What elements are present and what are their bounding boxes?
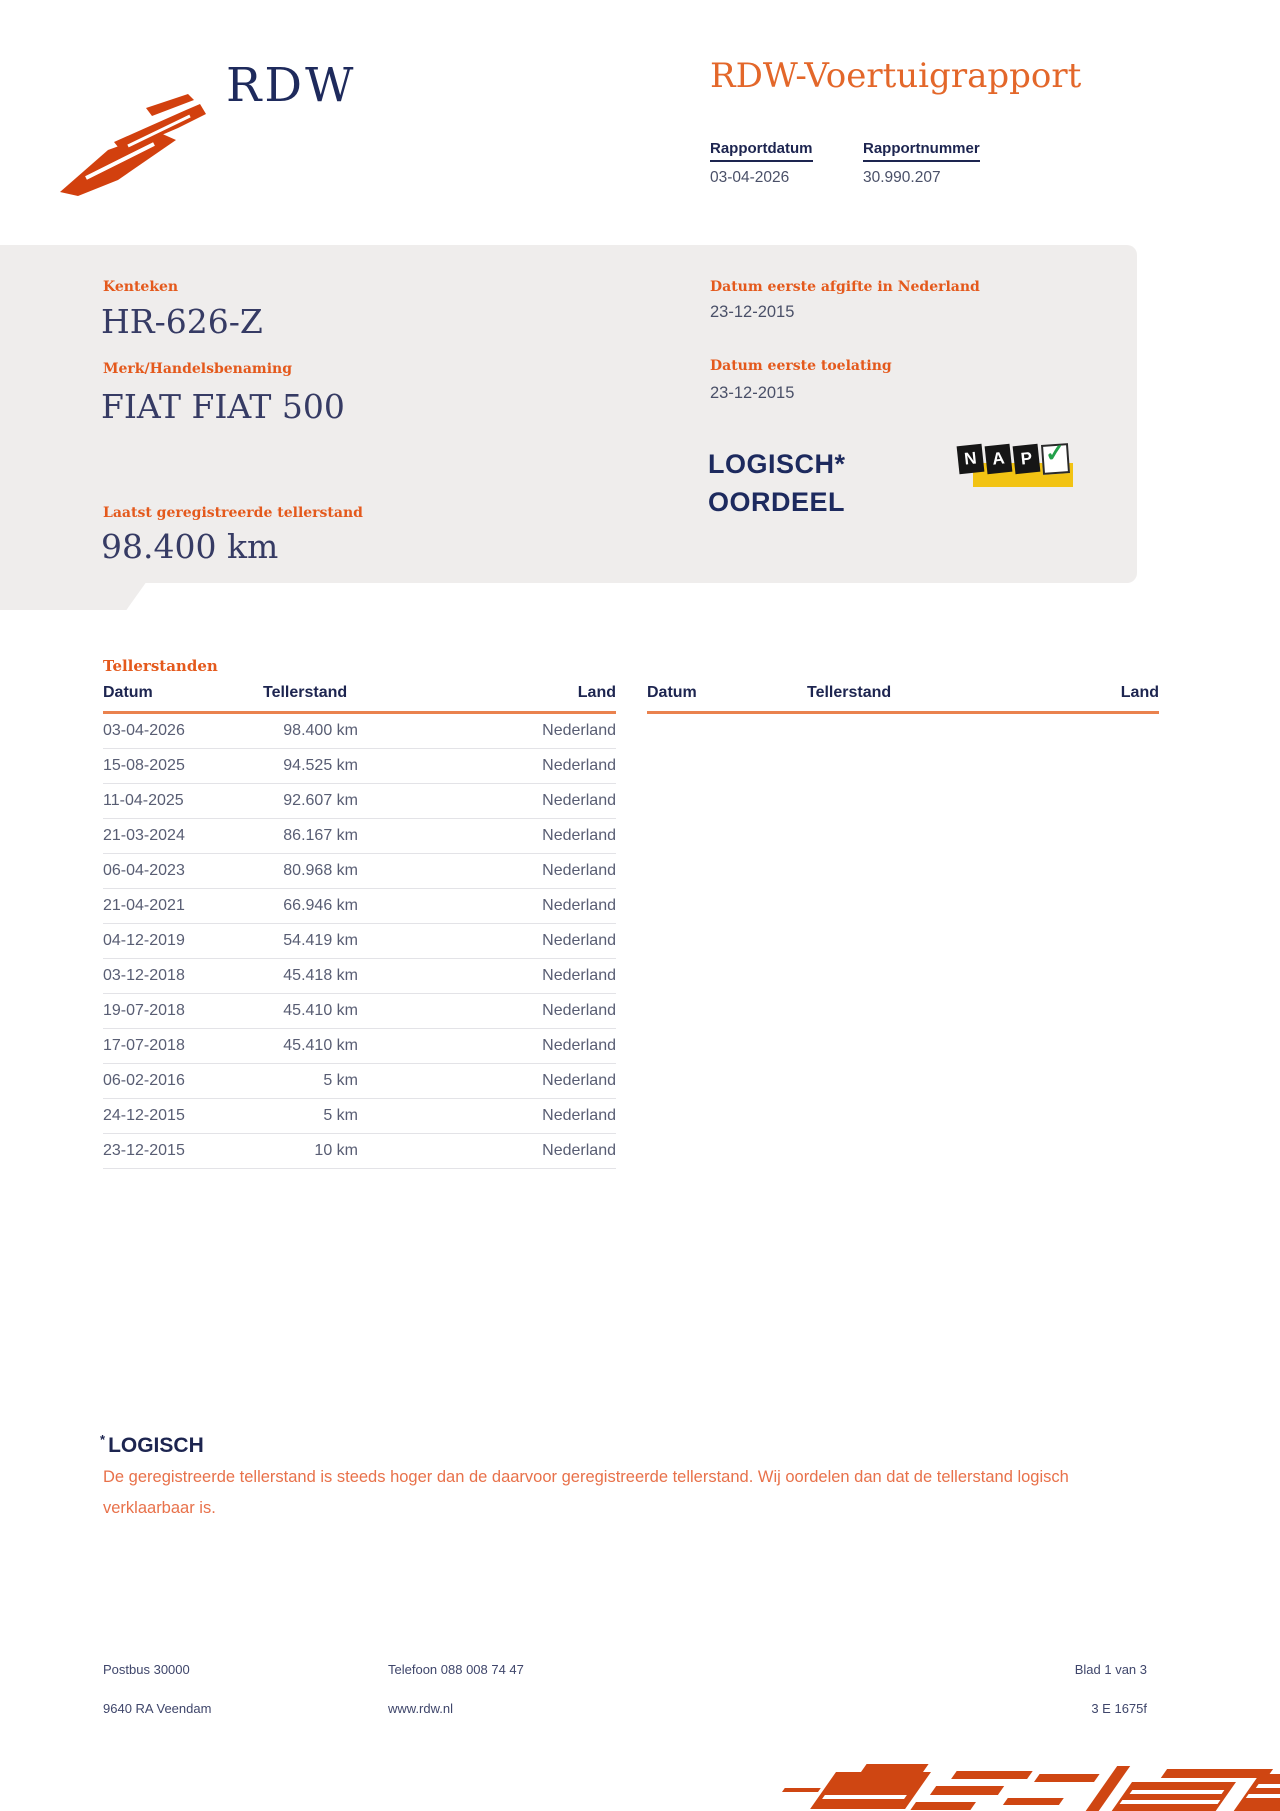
table-row [103, 854, 616, 889]
table-row [103, 1029, 616, 1064]
page-title: RDW-Voertuigrapport [710, 56, 1082, 96]
report-date-label: Rapportdatum [710, 140, 813, 162]
column-header-country: Land [577, 684, 616, 701]
first-issue-label: Datum eerste afgifte in Nederland [710, 279, 980, 295]
table-header-row [103, 684, 616, 714]
speed-stripes-icon [718, 1762, 1280, 1811]
row-country: Nederland [542, 1002, 616, 1019]
column-header-odometer: Tellerstand [807, 684, 892, 701]
row-date: 23-12-2015 [103, 1142, 185, 1159]
column-header-date: Datum [103, 684, 153, 701]
table-row [103, 924, 616, 959]
brand-value: FIAT FIAT 500 [101, 387, 345, 426]
report-number-value: 30.990.207 [863, 169, 941, 186]
vehicle-summary-panel-tab [0, 581, 147, 610]
table-row [103, 714, 616, 749]
report-date-block [710, 140, 813, 187]
odometer-table-left [103, 684, 616, 1169]
license-plate-label: Kenteken [103, 279, 179, 295]
row-date: 24-12-2015 [103, 1107, 185, 1124]
table-row [103, 1134, 616, 1169]
row-country: Nederland [542, 1037, 616, 1054]
row-odometer: 45.410 km [283, 1037, 358, 1054]
table-body [103, 714, 616, 1169]
row-odometer: 45.410 km [283, 1002, 358, 1019]
report-number-block [863, 140, 980, 187]
row-odometer: 10 km [314, 1142, 358, 1159]
row-date: 21-04-2021 [103, 897, 185, 914]
row-odometer: 94.525 km [283, 757, 358, 774]
row-date: 04-12-2019 [103, 932, 185, 949]
asterisk-marker: * [100, 1432, 106, 1447]
table-header-row [647, 684, 1159, 714]
brand-label: Merk/Handelsbenaming [103, 361, 293, 377]
row-odometer: 66.946 km [283, 897, 358, 914]
last-odometer-label: Laatst geregistreerde tellerstand [103, 505, 363, 521]
verdict-line2: OORDEEL [708, 487, 846, 517]
explanation-heading [100, 1432, 204, 1458]
row-date: 21-03-2024 [103, 827, 185, 844]
row-country: Nederland [542, 757, 616, 774]
row-country: Nederland [542, 1072, 616, 1089]
table-row [103, 749, 616, 784]
nap-logo [956, 439, 1086, 492]
column-header-odometer: Tellerstand [263, 684, 348, 701]
row-country: Nederland [542, 1107, 616, 1124]
row-date: 06-04-2023 [103, 862, 185, 879]
check-icon: ✓ [1044, 439, 1067, 468]
table-row [103, 784, 616, 819]
row-country: Nederland [542, 792, 616, 809]
row-date: 06-02-2016 [103, 1072, 185, 1089]
row-odometer: 5 km [323, 1072, 358, 1089]
rdw-logo-icon [58, 90, 210, 196]
row-date: 15-08-2025 [103, 757, 185, 774]
row-country: Nederland [542, 827, 616, 844]
table-row [103, 819, 616, 854]
footer-phone: Telefoon 088 008 74 47 [388, 1662, 524, 1677]
row-odometer: 54.419 km [283, 932, 358, 949]
first-admission-label: Datum eerste toelating [710, 358, 892, 374]
footer-form-code: 3 E 1675f [1091, 1701, 1147, 1716]
row-date: 03-12-2018 [103, 967, 185, 984]
explanation-heading-text: LOGISCH [108, 1434, 204, 1457]
column-header-country: Land [1120, 684, 1159, 701]
row-date: 19-07-2018 [103, 1002, 185, 1019]
column-header-date: Datum [647, 684, 697, 701]
row-date: 03-04-2026 [103, 722, 185, 739]
nap-check-tile [1041, 439, 1070, 475]
row-country: Nederland [542, 967, 616, 984]
row-country: Nederland [542, 862, 616, 879]
last-odometer-value: 98.400 km [101, 527, 279, 566]
footer-address-line1: Postbus 30000 [103, 1662, 190, 1677]
table-row [103, 889, 616, 924]
row-country: Nederland [542, 722, 616, 739]
nap-letter-n: N [957, 444, 985, 474]
nap-letter-p: P [1013, 444, 1041, 474]
report-number-label: Rapportnummer [863, 140, 980, 162]
row-odometer: 45.418 km [283, 967, 358, 984]
table-row [103, 1064, 616, 1099]
row-odometer: 98.400 km [283, 722, 358, 739]
first-issue-value: 23-12-2015 [710, 303, 795, 321]
tables-heading: Tellerstanden [103, 657, 218, 675]
rdw-wordmark: RDW [226, 58, 357, 113]
footer-website: www.rdw.nl [388, 1701, 454, 1716]
row-country: Nederland [542, 1142, 616, 1159]
row-odometer: 92.607 km [283, 792, 358, 809]
row-country: Nederland [542, 932, 616, 949]
row-date: 17-07-2018 [103, 1037, 185, 1054]
table-row [103, 959, 616, 994]
table-row [103, 1099, 616, 1134]
footer-page-indicator: Blad 1 van 3 [1074, 1662, 1147, 1677]
first-admission-value: 23-12-2015 [710, 384, 795, 402]
verdict-line1: LOGISCH* [708, 449, 846, 479]
odometer-table-right [647, 684, 1159, 714]
row-odometer: 80.968 km [283, 862, 358, 879]
row-country: Nederland [542, 897, 616, 914]
row-odometer: 86.167 km [283, 827, 358, 844]
rdw-footer-motif [718, 1762, 1280, 1811]
license-plate-value: HR-626-Z [101, 302, 263, 341]
report-date-value: 03-04-2026 [710, 169, 790, 186]
row-date: 11-04-2025 [103, 792, 184, 809]
footer-address-line2: 9640 RA Veendam [103, 1701, 212, 1716]
explanation-body: De geregistreerde tellerstand is steeds hoger dan de daarvoor geregistreerde tellerstand. Wij oordelen dan dat de tellerstand logisch verklaarbaar is. [103, 1468, 1069, 1517]
row-odometer: 5 km [323, 1107, 358, 1124]
table-row [103, 994, 616, 1029]
nap-letter-a: A [985, 444, 1013, 474]
rdw-logo-mark [58, 90, 210, 196]
